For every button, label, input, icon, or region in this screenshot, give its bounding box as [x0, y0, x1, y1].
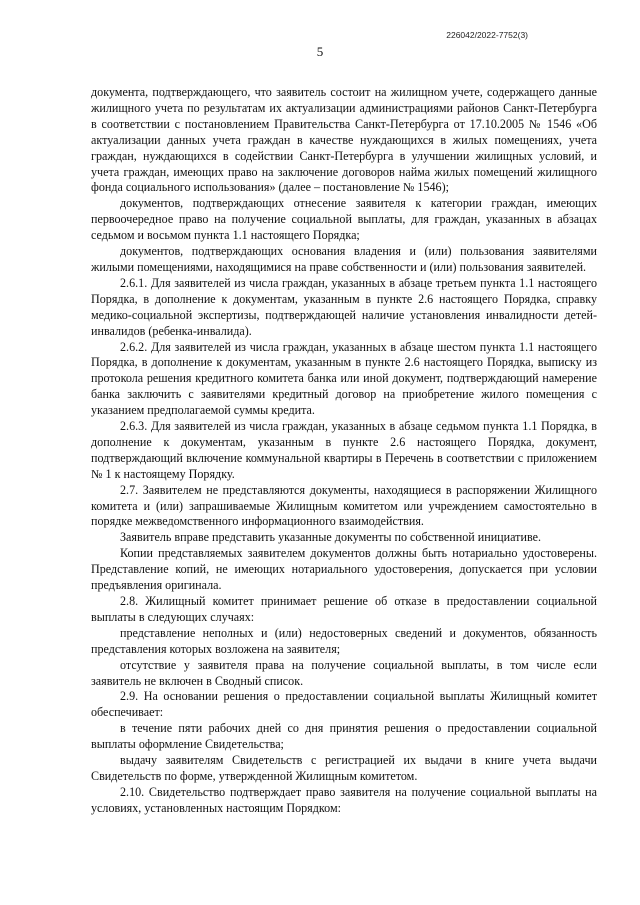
paragraph: 2.7. Заявителем не представляются документы, находящиеся в распоряжении Жилищного комитета и (или) запрашиваемые Жилищным комитетом или учреждением самостоятельно в порядке межведомственного информационного взаимодействия. [91, 482, 597, 529]
paragraph: отсутствие у заявителя права на получение социальной выплаты, в том числе если заявитель не включен в Сводный список. [91, 657, 597, 688]
paragraph: выдачу заявителям Свидетельств с регистрацией их выдачи в книге учета выдачи Свидетельств по форме, утвержденной Жилищным комитетом. [91, 753, 597, 783]
page-number: 5 [316, 44, 324, 59]
paragraph: 2.9. На основании решения о предоставлении социальной выплаты Жилищный комитет обеспечивает: [91, 689, 597, 720]
paragraph: 2.6.2. Для заявителей из числа граждан, указанных в абзаце шестом пункта 1.1 настоящего Порядка, в дополнение к документам, указанным в пункте 2.6 настоящего Порядка, выписку из протокола решения кредитного комитета банка или иной документ, подтверждающий намерение банка заключить с заявителями кредитный договор на приобретение жилого помещения с указанием предполагаемой суммы кредита. [91, 339, 597, 418]
paragraph: документов, подтверждающих отнесение заявителя к категории граждан, имеющих первоочередное право на получение социальной выплаты, для граждан, указанных в абзацах седьмом и восьмом пункта 1.1 настоящего Порядка; [91, 196, 597, 243]
document-number: 226042/2022-7752(3) [446, 30, 528, 40]
paragraph: 2.10. Свидетельство подтверждает право заявителя на получение социальной выплаты на условиях, установленных настоящим Порядком: [91, 784, 597, 815]
paragraph: 2.6.3. Для заявителей из числа граждан, указанных в абзаце седьмом пункта 1.1 Порядка, в дополнение к документам, указанным в пункте 2.6 настоящего Порядка, документ, подтверждающий включение коммунальной квартиры в Перечень в соответствии с приложением № 1 к настоящему Порядку. [91, 419, 597, 481]
paragraph: Копии представляемых заявителем документов должны быть нотариально удостоверены. Представление копий, не имеющих нотариального удостоверения, допускается при условии предъявления оригинала. [91, 546, 597, 593]
paragraph: 2.6.1. Для заявителей из числа граждан, указанных в абзаце третьем пункта 1.1 настоящего Порядка, в дополнение к документам, указанным в пункте 2.6 настоящего Порядка, справку медико-социальной экспертизы, подтверждающей наличие установления инвалидности детей-инвалидов (ребенка-инвалида). [91, 275, 597, 338]
paragraph: в течение пяти рабочих дней со дня принятия решения о предоставлении социальной выплаты оформление Свидетельства; [91, 721, 597, 752]
paragraph: документов, подтверждающих основания владения и (или) пользования заявителями жилыми помещениями, находящимися на праве собственности и (или) пользования заявителей. [91, 244, 597, 274]
paragraph: 2.8. Жилищный комитет принимает решение об отказе в предоставлении социальной выплаты в следующих случаях: [91, 594, 597, 624]
document-body [91, 85, 597, 817]
paragraph: документа, подтверждающего, что заявитель состоит на жилищном учете, содержащего данные жилищного учета по результатам их актуализации администрациями районов Санкт-Петербурга в соответствии с постановлением Правительства Санкт-Петербурга от 17.10.2005 № 1546 «Об актуализации данных учета граждан в качестве нуждающихся в жилых помещениях, учета граждан, нуждающихся в содействии Санкт-Петербурга в улучшении жилищных условий, и учета граждан, имеющих право на заключение договоров найма жилых помещений жилищного фонда социального использования» (далее – постановление № 1546); [91, 85, 597, 195]
paragraph: представление неполных и (или) недостоверных сведений и документов, обязанность представления которых возложена на заявителя; [91, 625, 597, 656]
paragraph: Заявитель вправе представить указанные документы по собственной инициативе. [120, 530, 541, 545]
